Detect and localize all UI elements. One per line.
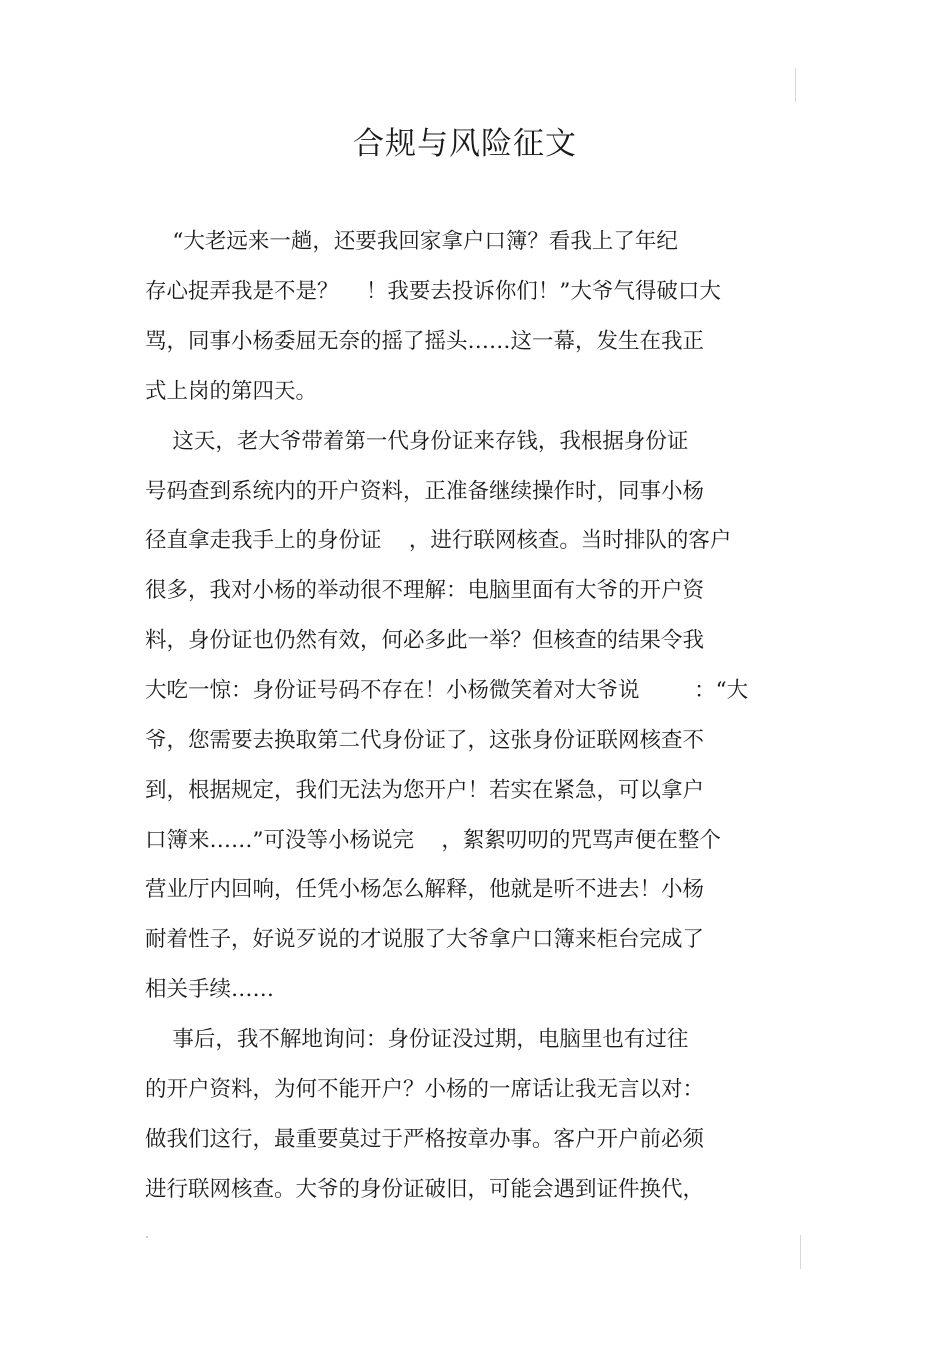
text-line: 骂，同事小杨委屈无奈的摇了摇头……这一幕，发生在我正 bbox=[145, 329, 705, 354]
text-line: 大吃一惊：身份证号码不存在！小杨微笑着对大爷说 ：“大 bbox=[145, 678, 749, 703]
text-line: 的开户资料，为何不能开户？小杨的一席话让我无言以对： bbox=[145, 1077, 705, 1102]
text-line: 爷，您需要去换取第二代身份证了，这张身份证联网核查不 bbox=[145, 728, 705, 753]
text-line: 营业厅内回响，任凭小杨怎么解释，他就是听不进去！小杨 bbox=[145, 877, 705, 902]
text-line: 号码查到系统内的开户资料，正准备继续操作时，同事小杨 bbox=[145, 479, 705, 504]
text-line: 很多，我对小杨的举动很不理解：电脑里面有大爷的开户资 bbox=[145, 578, 705, 603]
text-line: 相关手续…… bbox=[145, 977, 275, 1002]
text-line: 式上岗的第四天。 bbox=[145, 379, 318, 404]
text-line: 料，身份证也仍然有效，何必多此一举？但核查的结果令我 bbox=[145, 628, 705, 653]
text-line: 径直拿走我手上的身份证 ，进行联网核查。当时排队的客户 bbox=[145, 528, 732, 553]
page-edge-mark-top bbox=[795, 68, 796, 102]
page-corner-dot bbox=[146, 1236, 148, 1238]
page-edge-mark-bottom bbox=[800, 1235, 801, 1269]
text-line: 事后，我不解地询问：身份证没过期，电脑里也有过往 bbox=[145, 1027, 689, 1052]
text-line: 存心捉弄我是不是？ ！我要去投诉你们！”大爷气得破口大 bbox=[145, 279, 721, 304]
text-line: 这天，老大爷带着第一代身份证来存钱，我根据身份证 bbox=[145, 429, 689, 454]
document-title: 合规与风险征文 bbox=[353, 126, 577, 162]
text-line: “大老远来一趟，还要我回家拿户口簿？看我上了年纪 bbox=[145, 229, 678, 254]
text-line: 做我们这行，最重要莫过于严格按章办事。客户开户前必须 bbox=[145, 1127, 705, 1152]
text-line: 到，根据规定，我们无法为您开户！若实在紧急，可以拿户 bbox=[145, 778, 705, 803]
text-line: 口簿来……”可没等小杨说完 ，絮絮叨叨的咒骂声便在整个 bbox=[145, 828, 721, 853]
text-line: 耐着性子，好说歹说的才说服了大爷拿户口簿来柜台完成了 bbox=[145, 927, 705, 952]
text-line: 进行联网核查。大爷的身份证破旧，可能会遇到证件换代， bbox=[145, 1177, 705, 1202]
